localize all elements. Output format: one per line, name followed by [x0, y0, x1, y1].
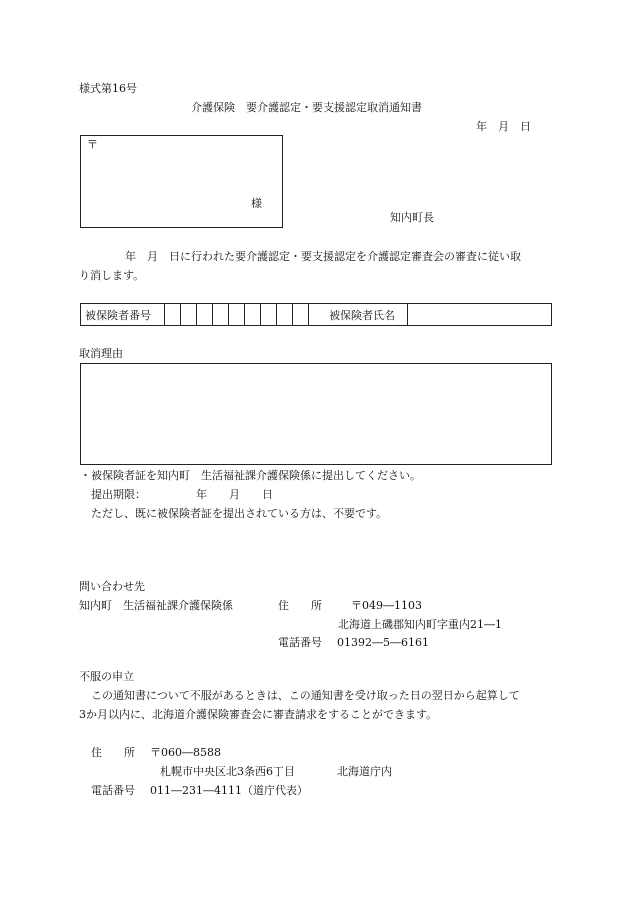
body-text-line2: り消します。 [79, 269, 145, 282]
insured-number-digit-cell [213, 304, 229, 325]
insured-info-table [80, 303, 552, 326]
insured-number-digits [165, 304, 325, 325]
form-number: 様式第16号 [79, 82, 137, 95]
insured-name-label: 被保険者氏名 [325, 304, 408, 325]
appeal-postal: 〒060―8588 [150, 746, 221, 759]
appeal-text-line2: 3か月以内に、北海道介護保険審査会に審査請求をすることができます。 [79, 708, 438, 721]
deadline-label: 提出期限： [91, 488, 146, 501]
insured-name-value [408, 304, 551, 325]
insured-number-label: 被保険者番号 [81, 304, 165, 325]
appeal-phone-label: 電話番号 [91, 784, 135, 797]
inquiry-address: 北海道上磯郡知内町字重内21―1 [338, 618, 502, 631]
appeal-text-line1: この通知書について不服があるときは、この通知書を受け取った日の翌日から起算して [91, 689, 520, 702]
cancellation-reason-box [80, 363, 552, 465]
appeal-office: 北海道庁内 [337, 765, 392, 778]
postal-mark: 〒 [87, 138, 98, 151]
appeal-phone: 011―231―4111（道庁代表） [150, 784, 308, 797]
notes-line3: ただし、既に被保険者証を提出されている方は、不要です。 [91, 507, 388, 520]
body-text-line1: 年 月 日に行われた要介護認定・要支援認定を介護認定審査会の審査に従い取 [125, 250, 521, 263]
insured-number-digit-cell [245, 304, 261, 325]
issuer-name: 知内町長 [390, 211, 434, 224]
cancellation-heading: 取消理由 [79, 347, 123, 360]
document-title: 介護保険 要介護認定・要支援認定取消通知書 [191, 101, 422, 114]
insured-number-digit-cell [309, 304, 325, 325]
insured-number-digit-cell [229, 304, 245, 325]
date-line: 年 月 日 [476, 120, 531, 133]
inquiry-postal: 〒049―1103 [351, 599, 422, 612]
inquiry-address-label: 住 所 [278, 599, 322, 612]
inquiry-phone: 01392―5―6161 [337, 636, 429, 649]
insured-number-digit-cell [197, 304, 213, 325]
appeal-address: 札幌市中央区北3条西6丁目 [160, 765, 295, 778]
inquiry-phone-label: 電話番号 [278, 636, 322, 649]
insured-number-digit-cell [277, 304, 293, 325]
insured-number-digit-cell [165, 304, 181, 325]
cancellation-reason-content [81, 364, 551, 372]
appeal-heading: 不服の申立 [79, 670, 134, 683]
insured-number-digit-cell [293, 304, 309, 325]
recipient-address-box [80, 135, 283, 228]
insured-number-digit-cell [261, 304, 277, 325]
notes-line1: ・被保険者証を知内町 生活福祉課介護保険係に提出してください。 [80, 469, 421, 482]
honorific-sama: 様 [251, 197, 262, 210]
insured-number-digit-cell [181, 304, 197, 325]
inquiry-department: 知内町 生活福祉課介護保険係 [79, 599, 233, 612]
deadline-date: 年 月 日 [196, 488, 273, 501]
inquiry-heading: 問い合わせ先 [79, 580, 145, 593]
appeal-address-label: 住 所 [91, 746, 135, 759]
